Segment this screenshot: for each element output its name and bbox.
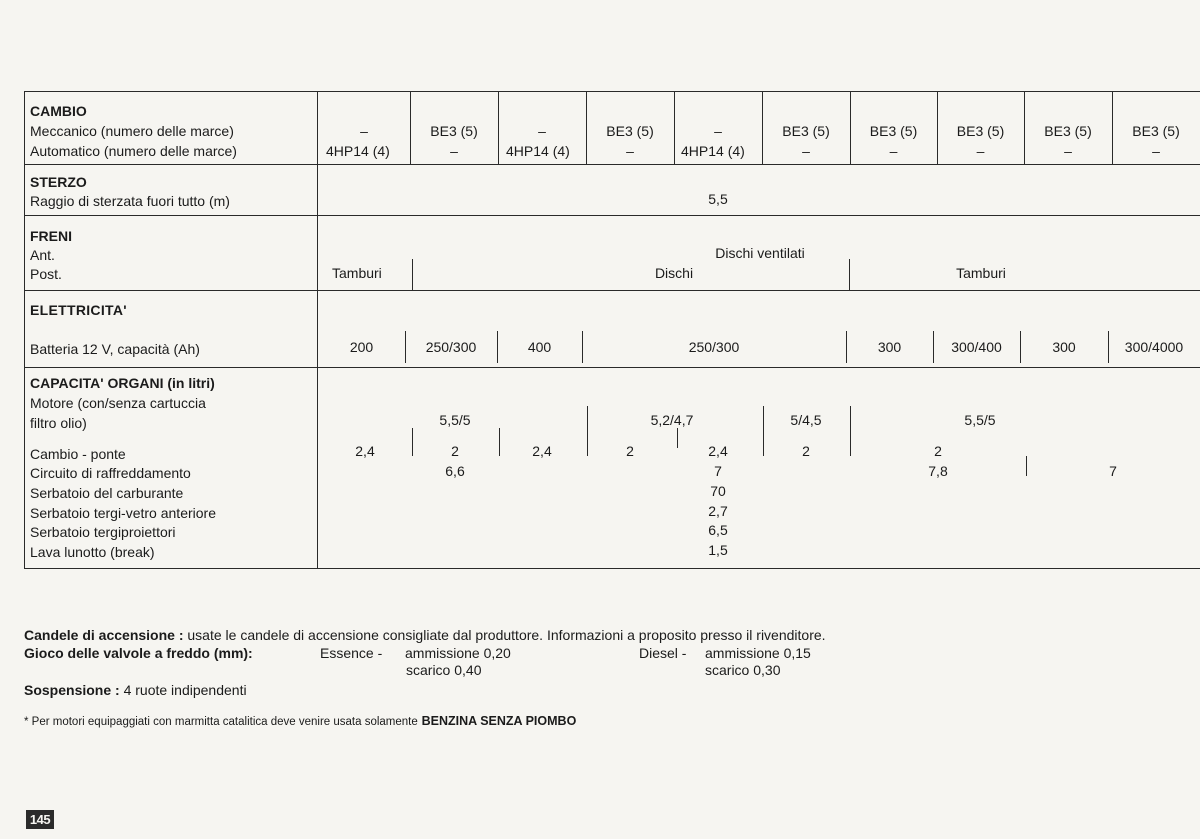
row-divider [24, 215, 1200, 216]
table-cell: 7,8 [928, 463, 948, 479]
table-cell: 400 [527, 339, 552, 355]
column-divider [1026, 456, 1027, 476]
table-cell: 200 [349, 339, 374, 355]
section-heading-capacita: CAPACITA' ORGANI (in litri) [30, 375, 215, 391]
footnote-text: * Per motori equipaggiati con marmitta catalitica deve venire usata solamente [24, 716, 418, 728]
table-cell: 7 [714, 463, 722, 479]
table-cell: 5,5/5 [439, 412, 471, 428]
essence-scarico: scarico 0,40 [406, 662, 482, 678]
table-cell: 70 [710, 483, 726, 499]
table-cell: Tamburi [956, 265, 1006, 281]
section-heading-sterzo: STERZO [30, 174, 87, 190]
note-text: 4 ruote indipendenti [123, 682, 247, 698]
table-cell: BE3 (5) [1044, 123, 1092, 139]
table-cell: – [889, 143, 898, 159]
diesel-ammissione: ammissione 0,15 [705, 645, 811, 661]
table-cell: BE3 (5) [869, 123, 918, 139]
table-cell: 2,4 [708, 443, 728, 459]
table-cell: 4HP14 (4) [506, 143, 570, 159]
table-cell: – [626, 143, 634, 159]
gioco-label: Gioco delle valvole a freddo (mm): [24, 645, 253, 661]
table-cell: Tamburi [332, 265, 382, 281]
row-label: Serbatoio del carburante [30, 485, 184, 501]
table-cell: BE3 (5) [1132, 123, 1180, 139]
row-label: Automatico (numero delle marce) [30, 143, 237, 159]
row-label: Raggio di sterzata fuori tutto (m) [30, 193, 230, 209]
section-heading-cambio: CAMBIO [30, 103, 87, 119]
row-label: Ant. [30, 247, 55, 263]
column-divider [677, 428, 678, 448]
table-border-bottom [24, 568, 1200, 569]
table-cell: 2 [802, 443, 810, 459]
table-cell: BE3 (5) [606, 123, 654, 139]
footnote-emphasis: BENZINA SENZA PIOMBO [421, 714, 577, 728]
note-text: usate le candele di accensione consigliate dal produttore. Informazioni a proposito presso il rivenditore. [187, 627, 826, 643]
row-label: Lava lunotto (break) [30, 544, 155, 560]
table-cell: 5,5 [708, 191, 728, 207]
column-divider [499, 428, 500, 456]
diesel-label: Diesel - [639, 645, 687, 661]
table-cell: 5/4,5 [790, 412, 822, 428]
footnote [24, 712, 576, 731]
table-cell: – [714, 123, 722, 139]
section-heading-elettricita: ELETTRICITA' [30, 302, 127, 318]
column-divider [412, 259, 413, 290]
table-cell: 6,6 [445, 463, 465, 479]
table-cell: BE3 (5) [956, 123, 1005, 139]
row-label: Serbatoio tergi-vetro anteriore [30, 505, 216, 521]
table-border-left [24, 91, 25, 568]
table-cell: Dischi [654, 265, 694, 281]
essence-ammissione: ammissione 0,20 [405, 645, 511, 661]
table-cell: – [1152, 143, 1160, 159]
table-cell: BE3 (5) [782, 123, 830, 139]
table-cell: 2 [934, 443, 942, 459]
row-label: Post. [30, 266, 62, 282]
label-column-divider [317, 91, 318, 568]
row-label: Serbatoio tergiproiettori [30, 524, 176, 540]
table-cell: – [976, 143, 985, 159]
table-cell: 6,5 [708, 522, 728, 538]
table-cell: 2 [451, 443, 459, 459]
column-divider [412, 428, 413, 456]
row-divider [24, 367, 1200, 368]
row-label: Circuito di raffreddamento [30, 465, 191, 481]
table-cell: 2,4 [532, 443, 552, 459]
note-label: Sospensione : [24, 682, 120, 698]
section-heading-freni: FRENI [30, 228, 72, 244]
row-label: Batteria 12 V, capacità (Ah) [30, 341, 200, 357]
table-cell: Dischi ventilati [715, 245, 805, 261]
column-divider [587, 406, 588, 456]
candele-note [24, 627, 826, 644]
essence-label: Essence - [320, 645, 383, 661]
table-cell: 2,4 [355, 443, 375, 459]
table-cell: 300/4000 [1124, 339, 1184, 355]
table-cell: 2,7 [708, 503, 728, 519]
sospensione-note [24, 682, 247, 699]
table-cell: 1,5 [708, 542, 728, 558]
row-label: filtro olio) [30, 415, 87, 431]
row-label: Meccanico (numero delle marce) [30, 123, 234, 139]
row-divider [24, 290, 1200, 291]
row-label: Motore (con/senza cartuccia [30, 395, 206, 411]
table-cell: – [538, 123, 546, 139]
table-cell: 250/300 [688, 339, 740, 355]
note-label: Candele di accensione : [24, 627, 184, 643]
column-divider [849, 259, 850, 290]
diesel-scarico: scarico 0,30 [705, 662, 781, 678]
table-cell: 250/300 [425, 339, 477, 355]
table-cell: – [1064, 143, 1072, 159]
table-cell: 5,5/5 [964, 412, 996, 428]
table-cell: 300 [1052, 339, 1076, 355]
page-number: 145 [26, 810, 54, 829]
table-cell: 4HP14 (4) [681, 143, 745, 159]
table-cell: 300 [877, 339, 902, 355]
table-cell: – [450, 143, 458, 159]
table-cell: – [802, 143, 810, 159]
table-cell: – [360, 123, 368, 139]
table-cell: 4HP14 (4) [326, 143, 390, 159]
row-divider [24, 164, 1200, 165]
table-cell: BE3 (5) [430, 123, 478, 139]
table-cell: 300/400 [951, 339, 1002, 355]
table-cell: 5,2/4,7 [650, 412, 694, 428]
row-label: Cambio - ponte [30, 446, 126, 462]
table-cell: 7 [1109, 463, 1117, 479]
table-cell: 2 [626, 443, 634, 459]
